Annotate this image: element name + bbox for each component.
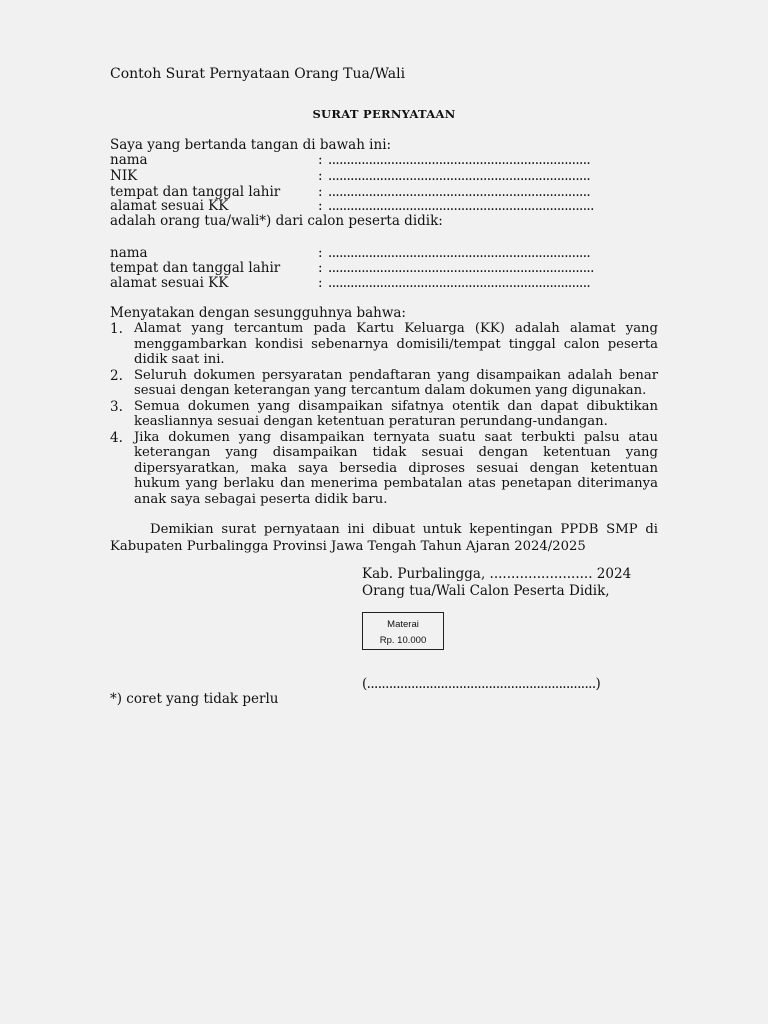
statement-line: dipersyaratkan, maka saya bersedia diproses sesuai dengan ketentuan xyxy=(134,460,658,476)
field-label: alamat sesuai KK xyxy=(110,275,229,291)
intro-text: Saya yang bertanda tangan di bawah ini: xyxy=(110,137,392,153)
field-colon: : xyxy=(318,198,323,214)
stamp-label: Materai xyxy=(387,619,419,630)
statement-number: 2. xyxy=(110,367,123,384)
student-birth-field xyxy=(110,260,658,276)
statement-item-4 xyxy=(110,430,658,508)
field-value-blank: ....................................................................... xyxy=(328,275,591,291)
parent-name-field xyxy=(110,152,658,168)
statement-intro: Menyatakan dengan sesungguhnya bahwa: xyxy=(110,305,406,321)
field-label: alamat sesuai KK xyxy=(110,198,229,214)
field-value-blank: ....................................................................... xyxy=(328,184,591,200)
field-colon: : xyxy=(318,168,323,184)
relation-text: adalah orang tua/wali*) dari calon peserta didik: xyxy=(110,213,443,229)
field-colon: : xyxy=(318,152,323,168)
field-label: nama xyxy=(110,152,148,168)
closing-line: Demikian surat pernyataan ini dibuat untuk kepentingan PPDB SMP di xyxy=(150,522,658,537)
statement-number: 4. xyxy=(110,429,123,446)
signature-place-date: Kab. Purbalingga, ........................ 2024 xyxy=(362,566,632,582)
document-heading: Contoh Surat Pernyataan Orang Tua/Wali xyxy=(110,66,406,82)
field-value-blank: ....................................................................... xyxy=(328,168,591,184)
stamp-value: Rp. 10.000 xyxy=(379,635,427,646)
field-value-blank: ....................................................................... xyxy=(328,152,591,168)
statement-line: anak saya sebagai peserta didik baru. xyxy=(134,491,388,507)
statement-line: Alamat yang tercantum pada Kartu Keluarga (KK) adalah alamat yang xyxy=(134,321,658,336)
closing-line: Kabupaten Purbalingga Provinsi Jawa Tengah Tahun Ajaran 2024/2025 xyxy=(110,539,586,554)
field-label: nama xyxy=(110,245,148,261)
statement-line: sesuai dengan keterangan yang tercantum dalam dokumen yang digunakan. xyxy=(134,383,647,398)
closing-paragraph xyxy=(110,521,658,555)
field-colon: : xyxy=(318,260,323,276)
field-colon: : xyxy=(318,245,323,261)
student-name-field xyxy=(110,245,658,261)
statement-line: Jika dokumen yang disampaikan ternyata suatu saat terbukti palsu atau xyxy=(134,429,658,445)
field-label: NIK xyxy=(110,168,138,184)
statement-item-1 xyxy=(110,321,658,368)
statement-line: menggambarkan kondisi sebenarnya domisili/tempat tinggal calon peserta xyxy=(134,336,658,352)
statement-line: keterangan yang disampaikan tidak sesuai dengan ketentuan yang xyxy=(134,445,658,460)
signature-name-line: (..............................................................) xyxy=(362,676,601,692)
statement-item-3 xyxy=(110,399,658,430)
field-label: tempat dan tanggal lahir xyxy=(110,260,281,276)
statement-line: Semua dokumen yang disampaikan sifatnya otentik dan dapat dibuktikan xyxy=(134,398,658,414)
parent-address-field xyxy=(110,198,658,214)
field-value-blank: ........................................................................ xyxy=(328,260,594,276)
field-value-blank: ....................................................................... xyxy=(328,245,591,261)
statement-line: keasliannya sesuai dengan ketentuan peraturan perundang-undangan. xyxy=(134,414,608,429)
footnote: *) coret yang tidak perlu xyxy=(110,691,279,707)
field-colon: : xyxy=(318,184,323,200)
student-address-field xyxy=(110,275,658,291)
statement-line: hukum yang berlaku dan menerima pembatalan atas penetapan diterimanya xyxy=(134,476,658,491)
statement-item-2 xyxy=(110,368,658,399)
field-label: tempat dan tanggal lahir xyxy=(110,184,281,200)
statement-number: 3. xyxy=(110,398,123,415)
statement-list xyxy=(110,321,658,507)
signature-role: Orang tua/Wali Calon Peserta Didik, xyxy=(362,583,610,599)
statement-line: didik saat ini. xyxy=(134,352,225,367)
document-title: SURAT PERNYATAAN xyxy=(312,107,456,121)
materai-stamp-box xyxy=(362,612,444,650)
statement-line: Seluruh dokumen persyaratan pendaftaran yang disampaikan adalah benar xyxy=(134,367,658,383)
field-colon: : xyxy=(318,275,323,291)
field-value-blank: ........................................................................ xyxy=(328,198,594,214)
statement-number: 1. xyxy=(110,321,123,337)
parent-nik-field xyxy=(110,168,658,184)
